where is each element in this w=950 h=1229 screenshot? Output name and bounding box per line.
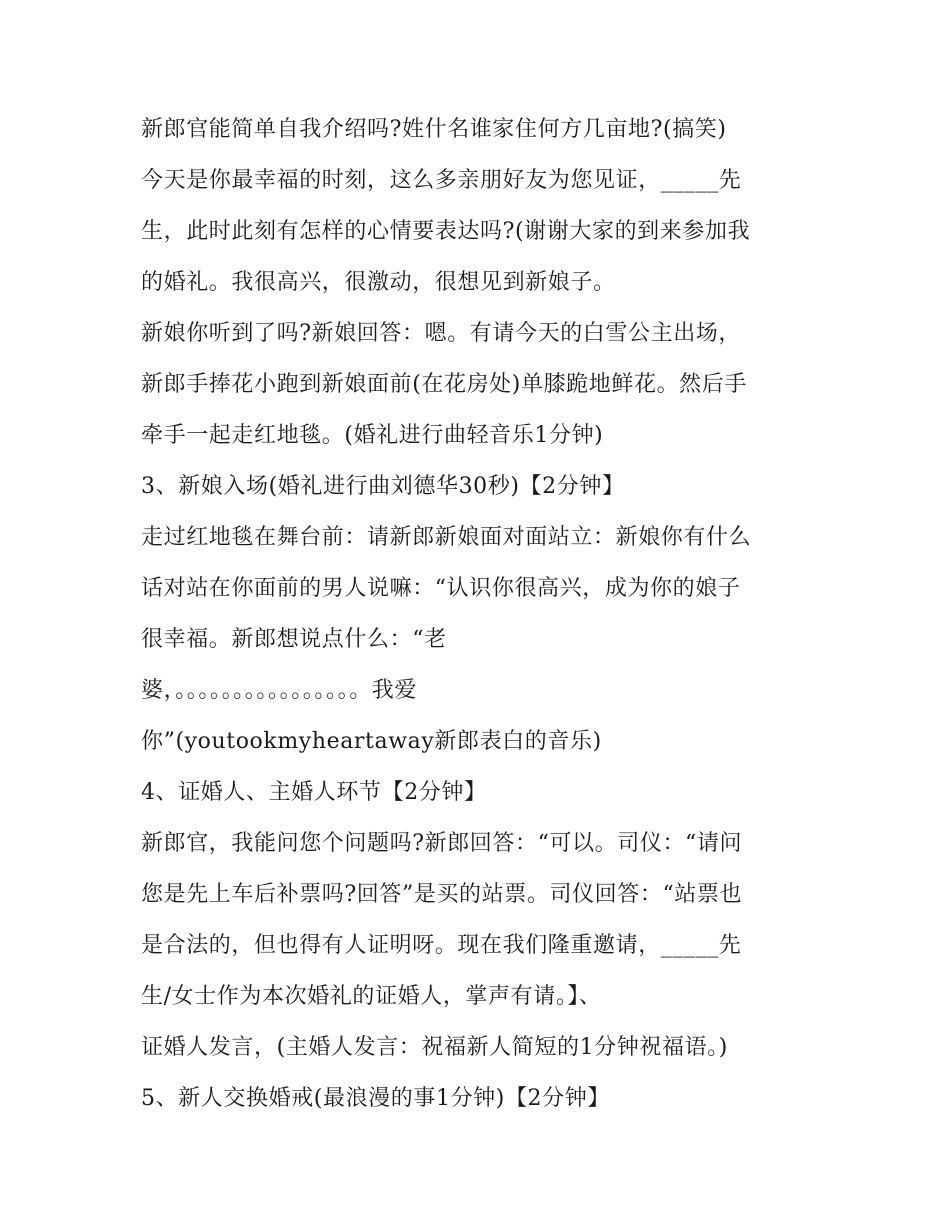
text-line: 很幸福。新郎想说点什么：“老 bbox=[141, 627, 447, 652]
section-heading: 4、证婚人、主婚人环节【2分钟】 bbox=[141, 780, 487, 805]
text-line: 您是先上车后补票吗?回答”是买的站票。司仪回答：“站票也 bbox=[141, 882, 743, 907]
text-line: 牵手一起走红地毯。(婚礼进行曲轻音乐1分钟) bbox=[141, 423, 604, 448]
text-line: 证婚人发言，(主婚人发言：祝福新人简短的1分钟祝福语。) bbox=[141, 1035, 728, 1060]
text-line: 新郎手捧花小跑到新娘面前(在花房处)单膝跪地鲜花。然后手 bbox=[141, 372, 747, 397]
text-line: 婆，。。。。。。。。。。。。。。。。我爱 bbox=[141, 678, 418, 703]
section-heading: 3、新娘入场(婚礼进行曲刘德华30秒)【2分钟】 bbox=[141, 474, 625, 499]
text-line: 新娘你听到了吗?新娘回答：嗯。有请今天的白雪公主出场， bbox=[141, 321, 741, 346]
text-line: 生，此时此刻有怎样的心情要表达吗?(谢谢大家的到来参加我 bbox=[141, 219, 751, 244]
section-heading: 5、新人交换婚戒(最浪漫的事1分钟)【2分钟】 bbox=[141, 1086, 610, 1111]
text-line: 你”(youtookmyheartaway新郎表白的音乐) bbox=[141, 729, 602, 754]
text-line: 话对站在你面前的男人说嘛：“认识你很高兴，成为你的娘子 bbox=[141, 576, 741, 601]
text-line: 生/女士作为本次婚礼的证婚人，掌声有请。】、 bbox=[141, 984, 602, 1009]
text-line: 是合法的，但也得有人证明呀。现在我们隆重邀请，_____先 bbox=[141, 933, 742, 958]
document-body bbox=[141, 104, 831, 1124]
text-line: 走过红地毯在舞台前：请新郎新娘面对面站立：新娘你有什么 bbox=[141, 525, 752, 550]
text-line: 新郎官能简单自我介绍吗?姓什名谁家住何方几亩地?(搞笑) bbox=[141, 117, 727, 142]
text-line: 今天是你最幸福的时刻，这么多亲朋好友为您见证，_____先 bbox=[141, 168, 742, 193]
text-line: 的婚礼。我很高兴，很激动，很想见到新娘子。 bbox=[141, 270, 616, 295]
text-line: 新郎官，我能问您个问题吗?新郎回答：“可以。司仪：“请问 bbox=[141, 831, 743, 856]
